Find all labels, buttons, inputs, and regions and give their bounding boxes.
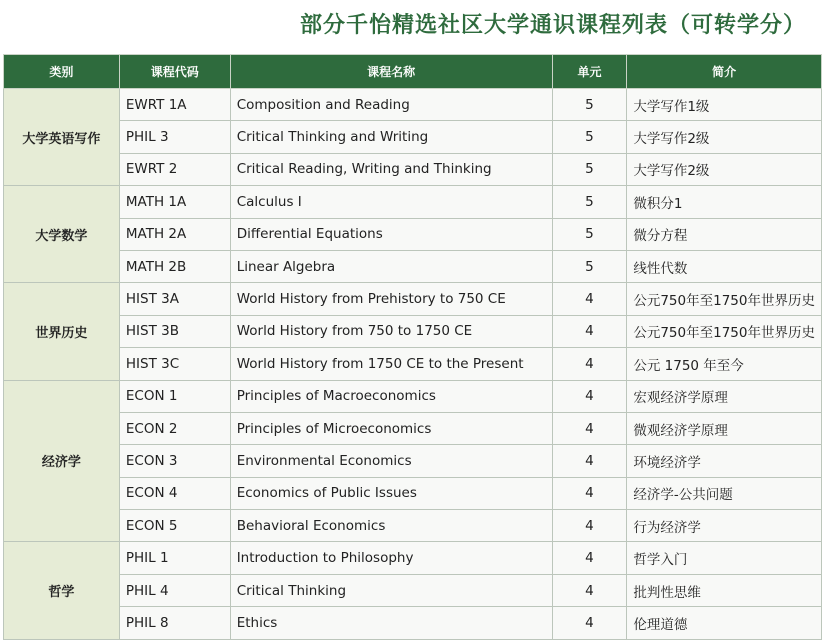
description-cell: 微观经济学原理 xyxy=(627,412,822,444)
units-cell: 4 xyxy=(552,477,627,509)
table-row xyxy=(4,445,822,477)
course-code-cell: PHIL 1 xyxy=(119,542,230,574)
description-cell: 行为经济学 xyxy=(627,510,822,542)
table-row xyxy=(4,477,822,509)
description-cell: 经济学-公共问题 xyxy=(627,477,822,509)
course-code-cell: HIST 3C xyxy=(119,348,230,380)
header-category: 类别 xyxy=(4,55,120,89)
category-cell: 世界历史 xyxy=(4,283,120,380)
description-cell: 伦理道德 xyxy=(627,607,822,639)
course-name-cell: Introduction to Philosophy xyxy=(230,542,552,574)
table-row xyxy=(4,250,822,282)
description-cell: 线性代数 xyxy=(627,250,822,282)
course-code-cell: EWRT 2 xyxy=(119,153,230,185)
description-cell: 宏观经济学原理 xyxy=(627,380,822,412)
description-cell: 公元750年至1750年世界历史 xyxy=(627,283,822,315)
category-cell: 大学英语写作 xyxy=(4,89,120,186)
course-name-cell: Critical Thinking xyxy=(230,574,552,606)
header-units: 单元 xyxy=(552,55,627,89)
units-cell: 4 xyxy=(552,283,627,315)
description-cell: 大学写作2级 xyxy=(627,153,822,185)
units-cell: 4 xyxy=(552,380,627,412)
course-name-cell: Composition and Reading xyxy=(230,89,552,121)
units-cell: 4 xyxy=(552,445,627,477)
header-description: 简介 xyxy=(627,55,822,89)
course-code-cell: PHIL 4 xyxy=(119,574,230,606)
course-name-cell: Calculus I xyxy=(230,186,552,218)
table-header-row xyxy=(4,55,822,89)
table-row xyxy=(4,283,822,315)
description-cell: 批判性思维 xyxy=(627,574,822,606)
table-row xyxy=(4,542,822,574)
table-row xyxy=(4,380,822,412)
course-code-cell: MATH 2A xyxy=(119,218,230,250)
table-row xyxy=(4,510,822,542)
course-code-cell: MATH 1A xyxy=(119,186,230,218)
units-cell: 4 xyxy=(552,542,627,574)
units-cell: 5 xyxy=(552,186,627,218)
course-code-cell: MATH 2B xyxy=(119,250,230,282)
units-cell: 4 xyxy=(552,574,627,606)
course-name-cell: Differential Equations xyxy=(230,218,552,250)
table-row xyxy=(4,218,822,250)
table-row xyxy=(4,89,822,121)
course-code-cell: ECON 5 xyxy=(119,510,230,542)
description-cell: 大学写作2级 xyxy=(627,121,822,153)
course-code-cell: ECON 1 xyxy=(119,380,230,412)
description-cell: 哲学入门 xyxy=(627,542,822,574)
course-code-cell: PHIL 8 xyxy=(119,607,230,639)
table-row xyxy=(4,186,822,218)
units-cell: 5 xyxy=(552,121,627,153)
table-row xyxy=(4,607,822,639)
page-title: 部分千怡精选社区大学通识课程列表（可转学分） xyxy=(299,13,806,38)
units-cell: 4 xyxy=(552,412,627,444)
units-cell: 4 xyxy=(552,315,627,347)
course-name-cell: Principles of Microeconomics xyxy=(230,412,552,444)
table-row xyxy=(4,574,822,606)
course-code-cell: EWRT 1A xyxy=(119,89,230,121)
course-name-cell: Critical Reading, Writing and Thinking xyxy=(230,153,552,185)
units-cell: 4 xyxy=(552,510,627,542)
units-cell: 4 xyxy=(552,348,627,380)
course-name-cell: Behavioral Economics xyxy=(230,510,552,542)
course-code-cell: ECON 2 xyxy=(119,412,230,444)
course-name-cell: World History from Prehistory to 750 CE xyxy=(230,283,552,315)
units-cell: 5 xyxy=(552,218,627,250)
table-row xyxy=(4,121,822,153)
course-name-cell: Critical Thinking and Writing xyxy=(230,121,552,153)
category-cell: 经济学 xyxy=(4,380,120,542)
course-code-cell: PHIL 3 xyxy=(119,121,230,153)
units-cell: 4 xyxy=(552,607,627,639)
description-cell: 公元750年至1750年世界历史 xyxy=(627,315,822,347)
course-name-cell: Ethics xyxy=(230,607,552,639)
course-code-cell: HIST 3B xyxy=(119,315,230,347)
description-cell: 微分方程 xyxy=(627,218,822,250)
course-code-cell: ECON 3 xyxy=(119,445,230,477)
course-code-cell: HIST 3A xyxy=(119,283,230,315)
description-cell: 大学写作1级 xyxy=(627,89,822,121)
table-row xyxy=(4,348,822,380)
table-row xyxy=(4,315,822,347)
header-course-name: 课程名称 xyxy=(230,55,552,89)
table-body xyxy=(4,89,822,640)
course-name-cell: Principles of Macroeconomics xyxy=(230,380,552,412)
course-name-cell: Linear Algebra xyxy=(230,250,552,282)
course-table xyxy=(3,54,822,640)
units-cell: 5 xyxy=(552,89,627,121)
category-cell: 哲学 xyxy=(4,542,120,639)
table-row xyxy=(4,153,822,185)
units-cell: 5 xyxy=(552,250,627,282)
table-row xyxy=(4,412,822,444)
course-name-cell: Environmental Economics xyxy=(230,445,552,477)
description-cell: 公元 1750 年至今 xyxy=(627,348,822,380)
description-cell: 环境经济学 xyxy=(627,445,822,477)
category-cell: 大学数学 xyxy=(4,186,120,283)
course-name-cell: World History from 750 to 1750 CE xyxy=(230,315,552,347)
course-code-cell: ECON 4 xyxy=(119,477,230,509)
course-name-cell: Economics of Public Issues xyxy=(230,477,552,509)
course-name-cell: World History from 1750 CE to the Present xyxy=(230,348,552,380)
units-cell: 5 xyxy=(552,153,627,185)
header-course-code: 课程代码 xyxy=(119,55,230,89)
description-cell: 微积分1 xyxy=(627,186,822,218)
